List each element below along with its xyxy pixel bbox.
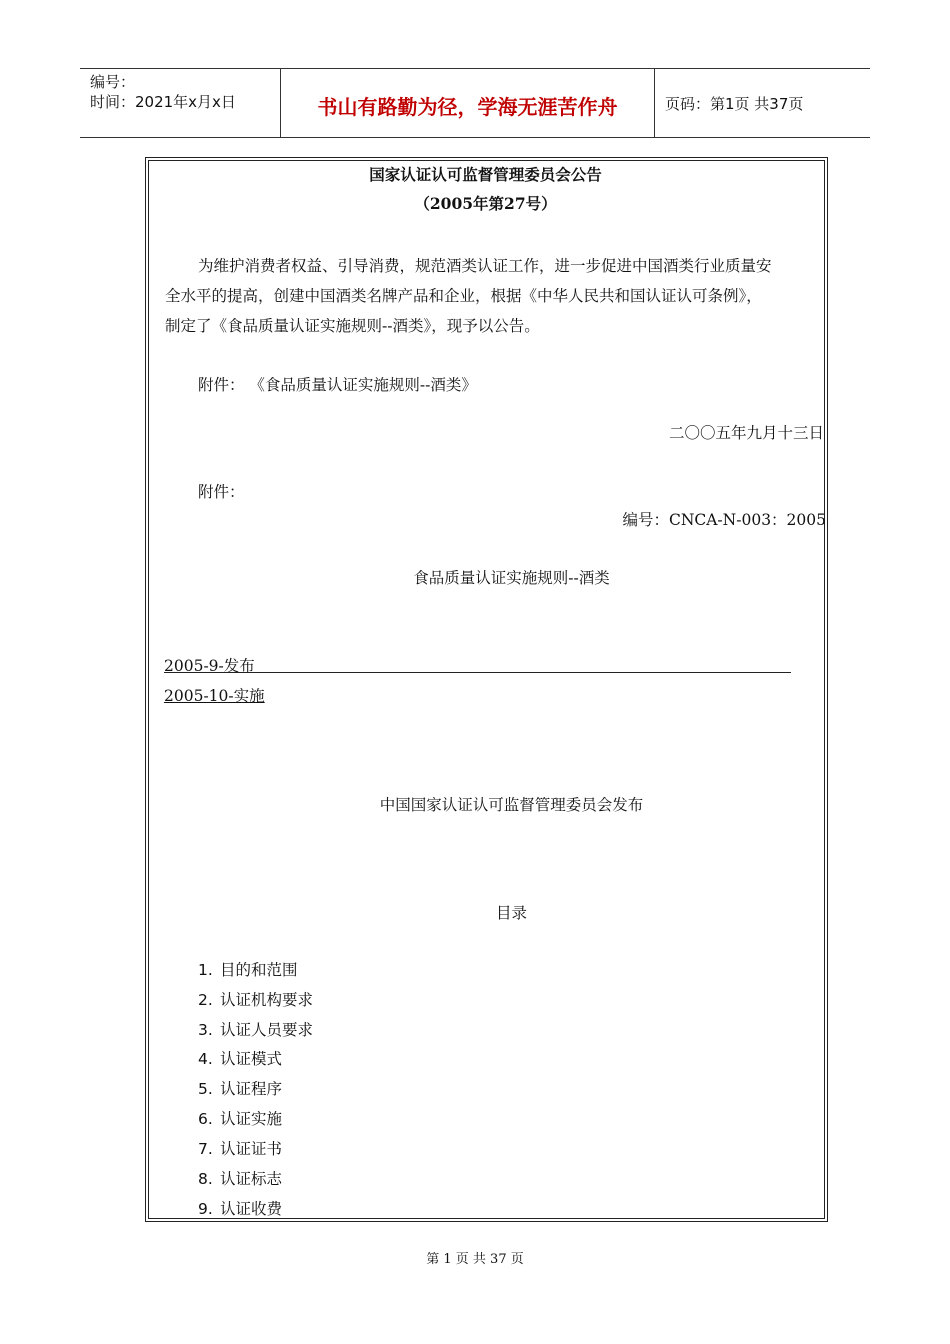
toc-item-text: 认证人员要求: [220, 1021, 314, 1039]
toc-item-number: 6.: [198, 1110, 213, 1128]
publish-date: 2005-9-发布: [164, 657, 255, 675]
toc-item[interactable]: [198, 988, 313, 1010]
paragraph-line-2: 全水平的提高，创建中国酒类名牌产品和企业，根据《中华人民共和国认证认可条例》，: [165, 287, 762, 305]
toc-item-number: 1.: [198, 961, 213, 979]
toc-item-number: 3.: [198, 1021, 213, 1039]
rule-title: 食品质量认证实施规则--酒类: [413, 569, 610, 587]
announcement-date: 二〇〇五年九月十三日: [668, 424, 824, 442]
toc-item[interactable]: [198, 1197, 282, 1219]
toc-item-text: 认证程序: [220, 1080, 283, 1098]
toc-item-number: 5.: [198, 1080, 213, 1098]
toc-item[interactable]: [198, 1107, 282, 1129]
announcement-title: 国家认证认可监督管理委员会公告: [369, 165, 602, 184]
toc-item-text: 认证标志: [220, 1170, 283, 1188]
toc-title: 目录: [495, 904, 527, 922]
announcement-issue: （2005年第27号）: [414, 194, 557, 213]
page-info: 页码：第1页 共37页: [665, 95, 804, 113]
toc-item-text: 认证收费: [220, 1200, 283, 1218]
attachment-line: 附件： 《食品质量认证实施规则--酒类》: [198, 376, 477, 394]
paragraph-line-1: 为维护消费者权益、引导消费，规范酒类认证工作，进一步促进中国酒类行业质量安: [198, 257, 772, 275]
toc-item[interactable]: [198, 1018, 313, 1040]
page-header: [80, 68, 870, 138]
toc-item[interactable]: [198, 1167, 282, 1189]
toc-item-number: 9.: [198, 1200, 213, 1218]
toc-item[interactable]: [198, 958, 298, 980]
attachment-label: 附件：: [198, 483, 245, 501]
page-footer: 第 1 页 共 37 页: [426, 1252, 524, 1267]
toc-item-text: 认证实施: [220, 1110, 283, 1128]
toc-item[interactable]: [198, 1077, 282, 1099]
toc-item-number: 2.: [198, 991, 213, 1009]
paragraph-line-3: 制定了《食品质量认证实施规则--酒类》，现予以公告。: [165, 317, 540, 335]
toc-item-text: 目的和范围: [220, 961, 298, 979]
toc-item-text: 认证证书: [220, 1140, 283, 1158]
toc-item-number: 8.: [198, 1170, 213, 1188]
motto: 书山有路勤为径，学海无涯苦作舟: [317, 95, 618, 119]
issuer: 中国国家认证认可监督管理委员会发布: [379, 796, 644, 814]
number-label: 编号：: [90, 73, 136, 91]
header-motto-cell: [281, 69, 655, 137]
toc-item-text: 认证机构要求: [220, 991, 314, 1009]
toc-item-text: 认证模式: [220, 1050, 283, 1068]
header-meta-cell: [80, 69, 281, 137]
toc-item[interactable]: [198, 1047, 282, 1069]
implement-date: 2005-10-实施: [164, 687, 265, 705]
time-label: 时间：2021年x月x日: [90, 93, 236, 111]
toc-item[interactable]: [198, 1137, 282, 1159]
toc-item-number: 7.: [198, 1140, 213, 1158]
header-page-cell: [655, 69, 870, 137]
publish-rule-line: [164, 672, 791, 673]
toc-item-number: 4.: [198, 1050, 213, 1068]
document-number: 编号：CNCA-N-003：2005: [622, 511, 826, 529]
